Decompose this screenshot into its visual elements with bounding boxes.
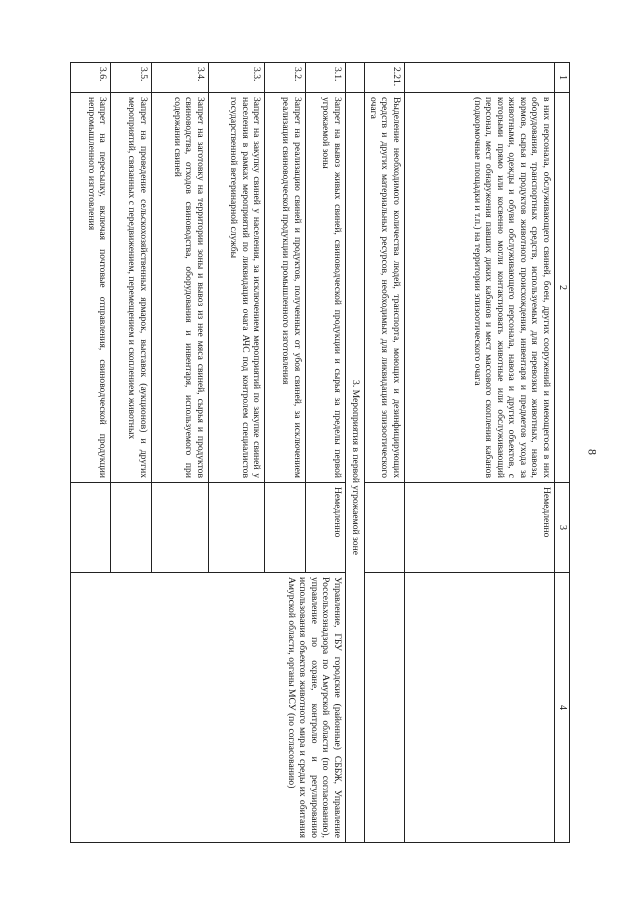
row-number: 3.2. — [265, 63, 305, 93]
executor-text — [405, 573, 555, 843]
column-header: 3 — [555, 483, 570, 573]
measure-text: Выделение необходимого количества людей, транспорта, моющих и дезинфицирующих средств и других материальных ресурсов, необходимых для ликвидации эпизоотического очага — [365, 93, 405, 483]
row-number: 3.6. — [71, 63, 111, 93]
row-number: 3.5. — [111, 63, 151, 93]
term-text — [365, 483, 405, 573]
table-row — [405, 63, 555, 843]
column-header: 4 — [555, 573, 570, 843]
measure-text: Запрет на реализацию свиней и продуктов, полученных от убоя свиней, за исключением реализации свиноводческой продукции промышленного изготовления — [265, 93, 305, 483]
measures-table — [70, 62, 570, 843]
column-header: 1 — [555, 63, 570, 93]
measure-text: Запрет на пересылку, включая почтовые отправления, свиноводческой продукции непромышленного изготовления — [71, 93, 111, 483]
executor-text: Управление, ГБУ городские (районные) СББЖ, Управление Россельхознадзора по Амурской области (по согласованию), управление по охране, контролю и регулированию использования объектов животного мира и среды их обитания Амурской области, органы МСУ (по согласованию) — [71, 573, 346, 843]
table-row — [365, 63, 405, 843]
term-text: Немедленно — [305, 483, 345, 573]
column-header: 2 — [555, 93, 570, 483]
term-text: Немедленно — [405, 483, 555, 573]
row-number — [405, 63, 555, 93]
term-text — [265, 483, 305, 573]
measure-text: Запрет на заготовку на территории зоны и вывоз из нее мяса свиней, сырья и продуктов свиноводства, отходов свиноводства, оборудования и инвентаря, используемого при содержании свиней — [151, 93, 208, 483]
section-row — [346, 63, 365, 843]
table-row — [305, 63, 345, 843]
measure-text: Запрет на вывоз живых свиней, свиноводческой продукции и сырья за пределы первой угрожаемой зоны — [305, 93, 345, 483]
measure-text: Запрет на закупку свиней у населения, за исключением мероприятий по закупке свиней у населения в рамках мероприятий по ликвидации очага АЧС под контролем специалистов государственной ветеринарной службы — [208, 93, 265, 483]
row-number: 3.3. — [208, 63, 265, 93]
rotated-table-scan — [70, 62, 570, 842]
executor-text — [365, 573, 405, 843]
row-number: 2.21. — [365, 63, 405, 93]
column-number-row — [555, 63, 570, 843]
measure-text: в них персонала, обслуживающего свиней, боен, других сооружений и имеющегося в них оборудования, транспортных средств, используемых для перевозки животных, навоза, кормов, сырья и продуктов животного происхождения, инвентаря и предметов ухода за животными, одежды и обуви обслуживающего персонала, навоза и других объектов, с которыми прямо или косвенно могли контактировать животные или обслуживающий персонал, мест обнаружения павших диких кабанов и мест массового скопления кабанов (подкормочные площадки и т.п.) на территории эпизоотического очага — [405, 93, 555, 483]
term-text — [208, 483, 265, 573]
row-number: 3.1. — [305, 63, 345, 93]
term-text — [151, 483, 208, 573]
page-number: 8 — [585, 449, 600, 455]
term-text — [111, 483, 151, 573]
row-number: 3.4. — [151, 63, 208, 93]
term-text — [71, 483, 111, 573]
measure-text: Запрет на проведение сельскохозяйственных ярмарок, выставок (аукционов) и других мероприятий, связанных с передвижением, перемещением и скоплением животных — [111, 93, 151, 483]
section-title: 3. Мероприятия в первой угрожаемой зоне — [346, 93, 365, 843]
